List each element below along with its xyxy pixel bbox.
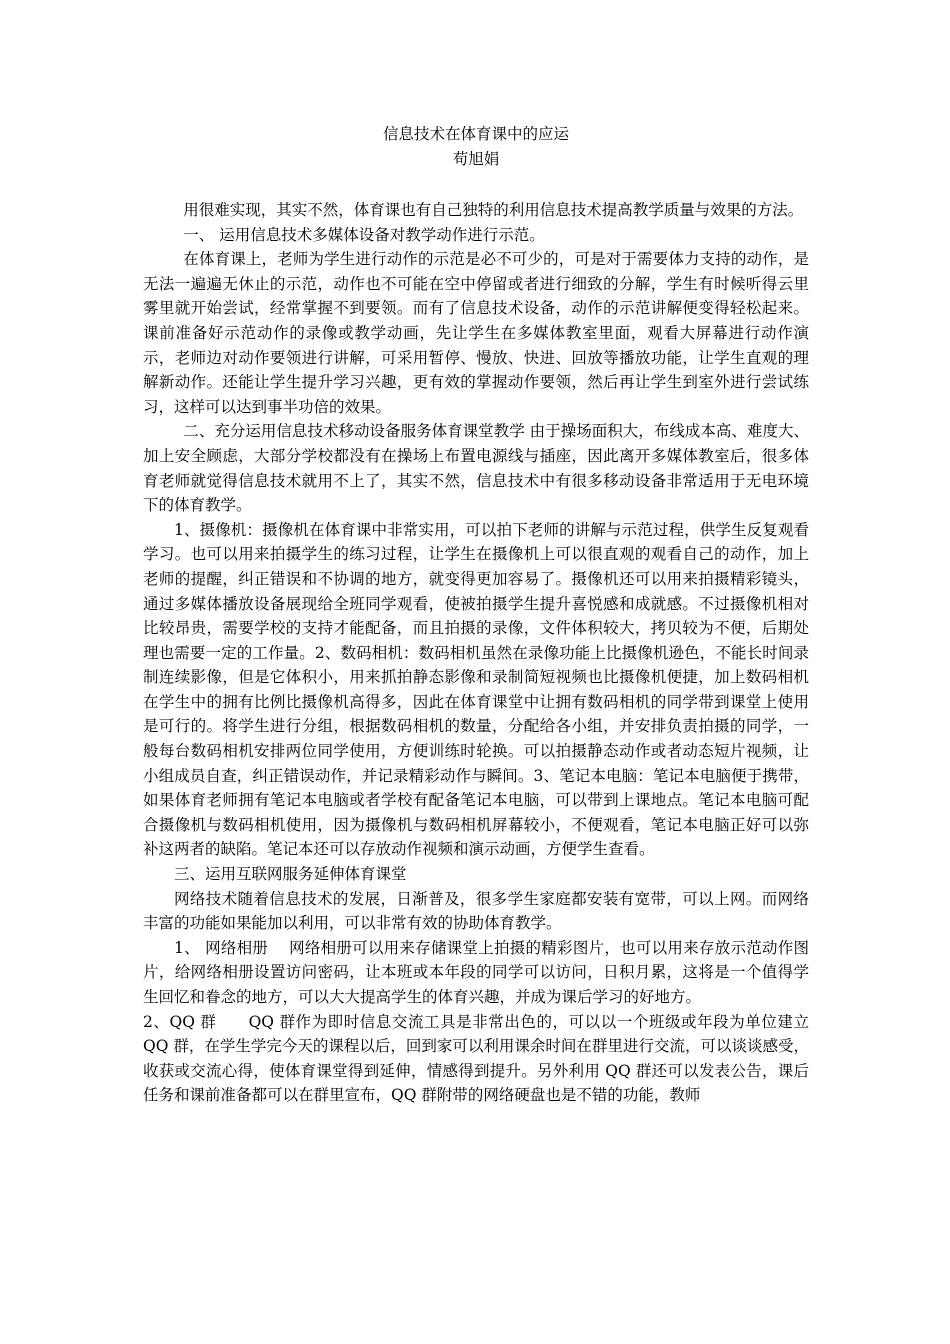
- paragraph-mobile-devices: 二、充分运用信息技术移动设备服务体育课堂教学 由于操场面积大，布线成本高、难度大、加上安全顾虑，大部分学校都没有在操场上布置电源线与插座，因此离开多媒体教室后，很多体育老师就觉得信息技术就用不上了，其实不然，信息技术中有很多移动设备非常适用于无电环境下的体育教学。: [143, 422, 809, 515]
- document-author: 苟旭娟: [452, 150, 500, 168]
- paragraph-camera-devices: 1、摄像机：摄像机在体育课中非常实用，可以拍下老师的讲解与示范过程，供学生反复观看学习。也可以用来拍摄学生的练习过程，让学生在摄像机上可以很直观的观看自己的动作，加上老师的提醒，纠正错误和不协调的地方，就变得更加容易了。摄像机还可以用来拍摄精彩镜头，通过多媒体播放设备展现给全班同学观看，使被拍摄学生提升喜悦感和成就感。不过摄像机相对比较昂贵，需要学校的支持才能配备，而且拍摄的录像，文件体积较大，拷贝较为不便，后期处理也需要一定的工作量。2、数码相机：数码相机虽然在录像功能上比摄像机逊色，不能长时间录制连续影像，但是它体积小，用来抓拍静态影像和录制简短视频也比摄像机便捷，加上数码相机在学生中的拥有比例比摄像机高得多，因此在体育课堂中让拥有数码相机的同学带到课堂上使用是可行的。将学生进行分组，根据数码相机的数量，分配给各小组，并安排负责拍摄的同学，一般每台数码相机安排两位同学使用，方便训练时轮换。可以拍摄静态动作或者动态短片视频，让小组成员自查，纠正错误动作，并记录精彩动作与瞬间。3、笔记本电脑：笔记本电脑便于携带，如果体育老师拥有笔记本电脑或者学校有配备笔记本电脑，可以带到上课地点。笔记本电脑可配合摄像机与数码相机使用，因为摄像机与数码相机屏幕较小，不便观看，笔记本电脑正好可以弥补这两者的缺陷。笔记本还可以存放动作视频和演示动画，方便学生查看。: [143, 520, 809, 859]
- document-page: [143, 122, 809, 1108]
- document-title: 信息技术在体育课中的应运: [382, 125, 569, 143]
- section-heading-1: 一、 运用信息技术多媒体设备对教学动作进行示范。: [183, 225, 545, 244]
- paragraph-internet: 网络技术随着信息技术的发展，日渐普及，很多学生家庭都安装有宽带，可以上网。而网络丰富的功能如果能加以利用，可以非常有效的协助体育教学。: [143, 889, 809, 933]
- title-spacer: [143, 172, 809, 198]
- paragraph-qq-group: 2、QQ 群 QQ 群作为即时信息交流工具是非常出色的，可以以一个班级或年段为单位建立 QQ 群，在学生学完今天的课程以后，回到家可以利用课余时间在群里进行交流，可以谈谈感受，收获或交流心得，使体育课堂得到延伸，情感得到提升。另外利用 QQ 群还可以发表公告，课后任务和课前准备都可以在群里宣布，QQ 群附带的网络硬盘也是不错的功能，教师: [143, 1012, 809, 1105]
- paragraph-demonstration: 在体育课上，老师为学生进行动作的示范是必不可少的，可是对于需要体力支持的动作，是无法一遍遍无休止的示范，动作也不可能在空中停留或者进行细致的分解，学生有时候听得云里雾里就开始尝试，经常掌握不到要领。而有了信息技术设备，动作的示范讲解便变得轻松起来。课前准备好示范动作的录像或教学动画，先让学生在多媒体教室里面，观看大屏幕进行动作演示，老师边对动作要领进行讲解，可采用暂停、慢放、快进、回放等播放功能，让学生直观的理解新动作。还能让学生提升学习兴趣，更有效的掌握动作要领，然后再让学生到室外进行尝试练习，这样可以达到事半功倍的效果。: [143, 250, 809, 416]
- paragraph-intro: 用很难实现，其实不然，体育课也有自己独特的利用信息技术提高教学质量与效果的方法。: [183, 201, 804, 219]
- section-heading-3: 三、运用互联网服务延伸体育课堂: [174, 865, 407, 884]
- paragraph-online-album: 1、 网络相册 网络相册可以用来存储课堂上拍摄的精彩图片，也可以用来存放示范动作图片，给网络相册设置访问密码，让本班或本年段的同学可以访问，日积月累，这将是一个值得学生回忆和眷念的地方，可以大大提高学生的体育兴趣，并成为课后学习的好地方。: [143, 938, 809, 1006]
